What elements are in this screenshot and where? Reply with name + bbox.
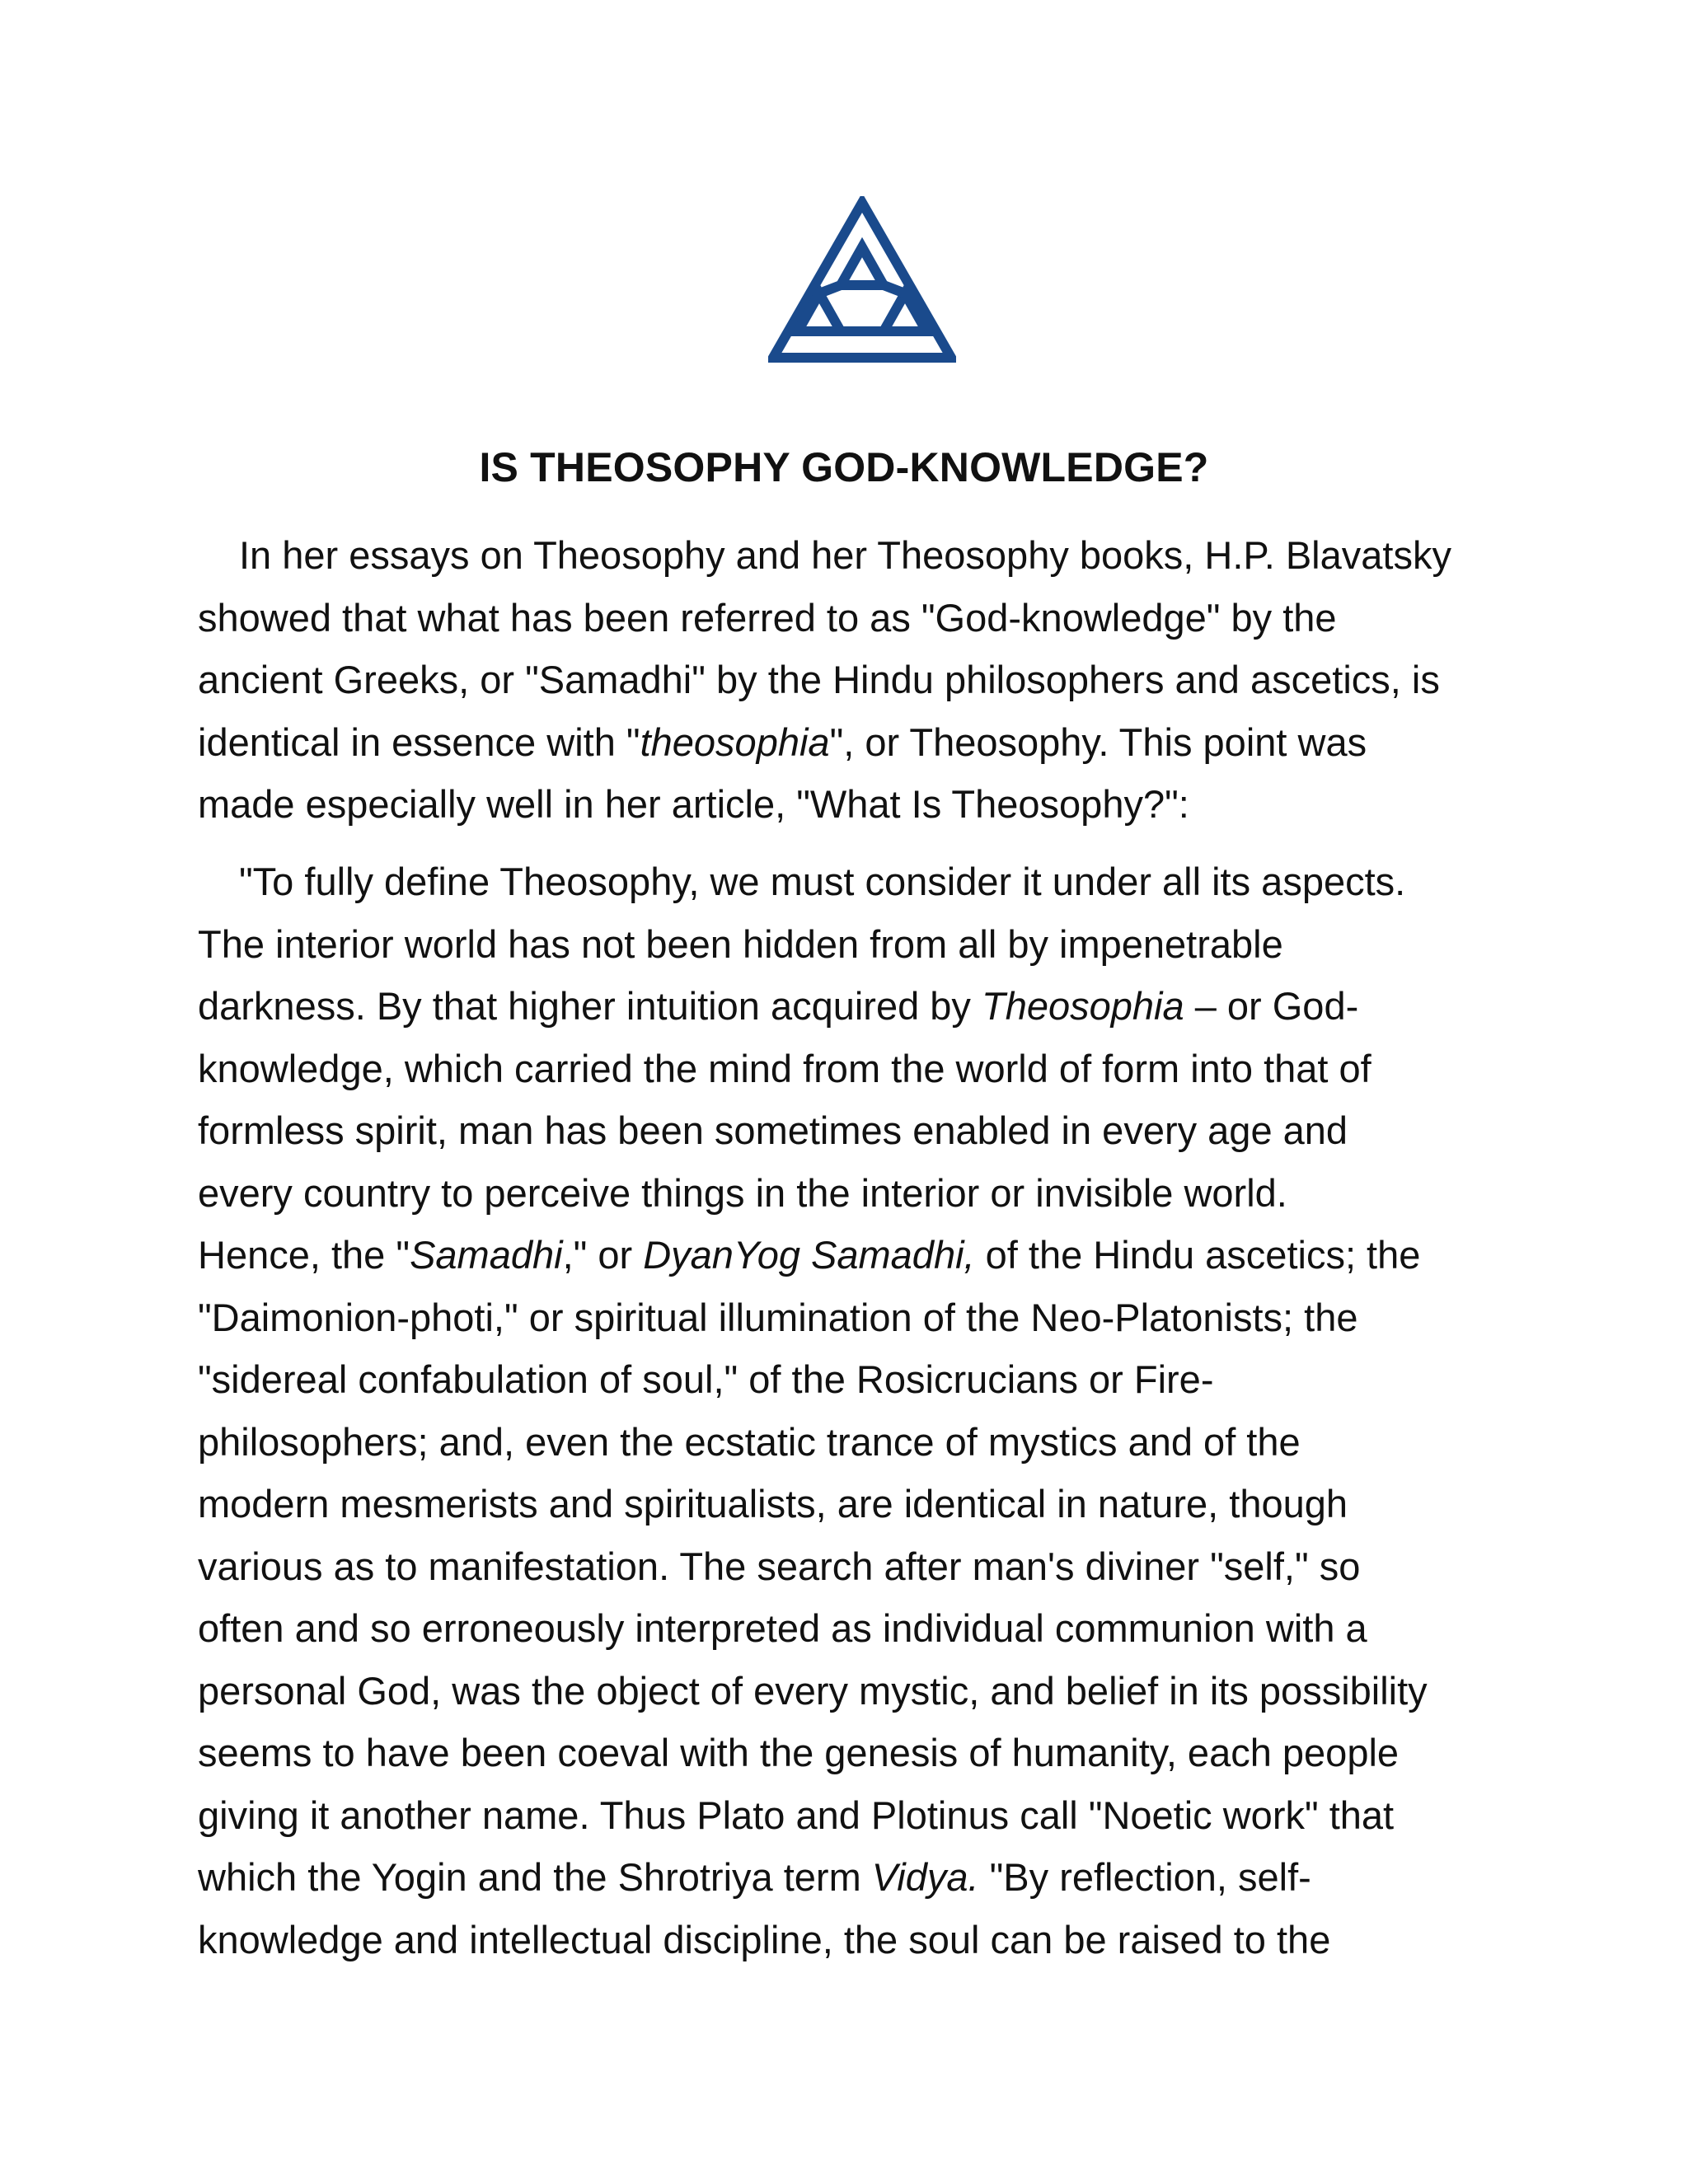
text-line bbox=[198, 1784, 1500, 1847]
text-run: knowledge and intellectual discipline, the soul can be raised to the bbox=[198, 1917, 1331, 1961]
text-run: seems to have been coeval with the genesis of humanity, each people bbox=[198, 1731, 1400, 1774]
text-run: darkness. By that higher intuition acquired by bbox=[198, 984, 982, 1028]
text-line bbox=[198, 1473, 1500, 1535]
text-run: In her essays on Theosophy and her Theosophy books, H.P. Blavatsky bbox=[239, 533, 1451, 577]
text-run: often and so erroneously interpreted as individual communion with a bbox=[198, 1606, 1367, 1650]
italic-text: Vidya. bbox=[871, 1855, 979, 1899]
text-run: philosophers; and, even the ecstatic trance of mystics and of the bbox=[198, 1419, 1301, 1464]
text-line bbox=[198, 1597, 1500, 1660]
interlaced-triangles-icon bbox=[768, 196, 956, 363]
text-run: ancient Greeks, or "Samadhi" by the Hindu philosophers and ascetics, is bbox=[198, 658, 1440, 701]
text-line bbox=[198, 1099, 1500, 1162]
text-line bbox=[198, 1909, 1500, 1971]
text-run: ," or bbox=[562, 1233, 644, 1277]
italic-text: Theosophia bbox=[982, 984, 1184, 1028]
page-title: IS THEOSOPHY GOD-KNOWLEDGE? bbox=[479, 444, 1209, 490]
text-run: personal God, was the object of every mystic, and belief in its possibility bbox=[198, 1668, 1428, 1713]
text-line bbox=[198, 975, 1500, 1038]
text-line bbox=[198, 1411, 1500, 1474]
text-run: "By reflection, self- bbox=[978, 1855, 1311, 1899]
text-line bbox=[198, 1286, 1500, 1349]
text-line bbox=[198, 1660, 1500, 1722]
text-run: modern mesmerists and spiritualists, are identical in nature, though bbox=[198, 1482, 1348, 1526]
text-run: Hence, the " bbox=[198, 1233, 410, 1277]
text-run: ", or Theosophy. This point was bbox=[829, 719, 1367, 764]
paragraph-2 bbox=[198, 851, 1500, 1971]
paragraph-1 bbox=[198, 524, 1500, 836]
italic-text: Samadhi bbox=[410, 1233, 563, 1277]
text-line bbox=[198, 711, 1500, 774]
text-line bbox=[198, 1162, 1500, 1225]
text-line bbox=[198, 1722, 1500, 1784]
text-run: every country to perceive things in the interior or invisible world. bbox=[198, 1170, 1287, 1215]
text-line bbox=[198, 524, 1500, 587]
italic-text: DyanYog Samadhi, bbox=[643, 1233, 975, 1277]
text-line bbox=[198, 913, 1500, 976]
text-line bbox=[198, 1224, 1500, 1286]
text-run: of the Hindu ascetics; the bbox=[974, 1233, 1421, 1277]
text-run: The interior world has not been hidden from all by impenetrable bbox=[198, 921, 1283, 966]
text-line bbox=[198, 1038, 1500, 1100]
text-run: "To fully define Theosophy, we must consider it under all its aspects. bbox=[239, 860, 1406, 903]
text-run: which the Yogin and the Shrotriya term bbox=[198, 1855, 872, 1899]
text-run: various as to manifestation. The search after man's diviner "self," so bbox=[198, 1544, 1361, 1588]
text-run: "sidereal confabulation of soul," of the Rosicrucians or Fire- bbox=[198, 1357, 1214, 1401]
text-run: giving it another name. Thus Plato and Plotinus call "Noetic work" that bbox=[198, 1793, 1395, 1837]
text-line bbox=[198, 587, 1500, 649]
text-run: "Daimonion-photi," or spiritual illumination of the Neo-Platonists; the bbox=[198, 1295, 1358, 1339]
text-line bbox=[198, 1535, 1500, 1598]
text-line bbox=[198, 1348, 1500, 1411]
text-run: – or God- bbox=[1184, 984, 1359, 1028]
text-line bbox=[198, 773, 1500, 836]
italic-text: theosophia bbox=[640, 719, 830, 764]
text-line bbox=[198, 851, 1500, 913]
text-run: showed that what has been referred to as "God-knowledge" by the bbox=[198, 595, 1337, 640]
text-run: formless spirit, man has been sometimes enabled in every age and bbox=[198, 1108, 1348, 1152]
text-line bbox=[198, 649, 1500, 711]
text-line bbox=[198, 1846, 1500, 1909]
text-run: knowledge, which carried the mind from the world of form into that of bbox=[198, 1046, 1372, 1090]
text-run: made especially well in her article, "What Is Theosophy?": bbox=[198, 782, 1189, 826]
text-run: identical in essence with " bbox=[198, 719, 640, 764]
